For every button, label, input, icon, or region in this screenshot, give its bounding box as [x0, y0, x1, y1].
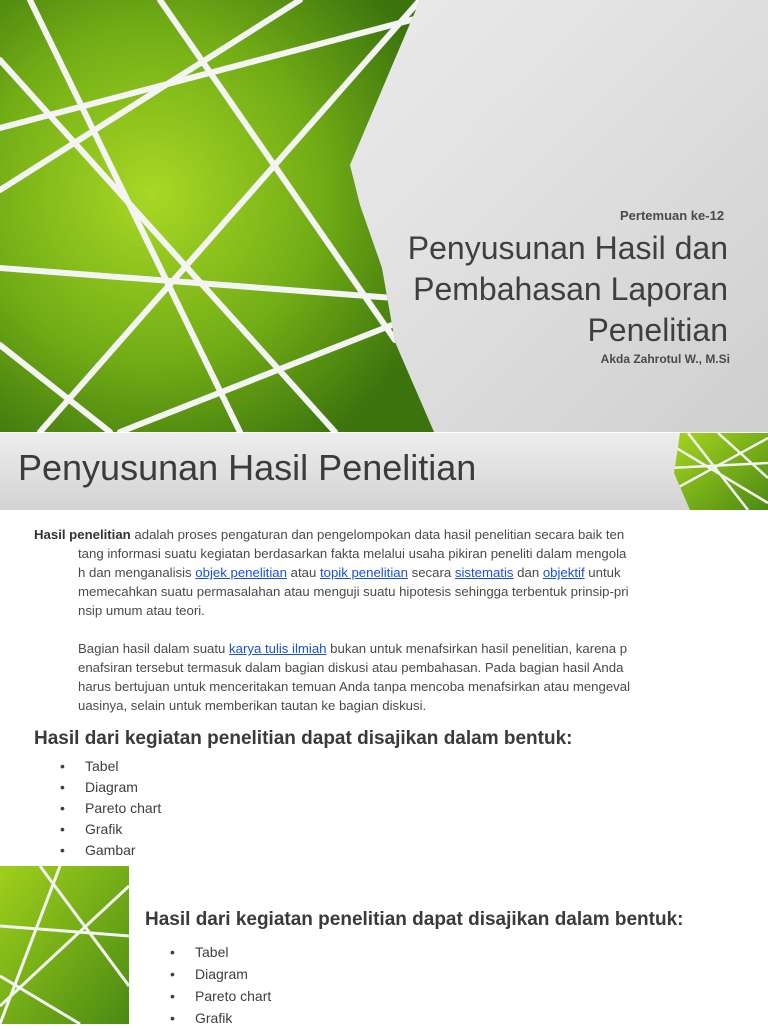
para1-line4: memecahkan suatu permasalahan atau menguji suatu hipotesis sehingga terbentuk prinsip-pri: [78, 584, 629, 599]
para2-line3: harus bertujuan untuk menceritakan temuan Anda tanpa mencoba menafsirkan atau mengeval: [78, 679, 631, 694]
author-name: Akda Zahrotul W., M.Si: [600, 352, 730, 366]
list-item-label: Gambar: [85, 842, 136, 858]
bullet-icon: •: [60, 779, 65, 795]
list-item-label: Pareto chart: [195, 988, 272, 1004]
link-objektif[interactable]: objektif: [542, 565, 585, 580]
link-karya-tulis-ilmiah[interactable]: karya tulis ilmiah: [229, 641, 327, 656]
para2-line4: uasinya, selain untuk memberikan tautan ke bagian diskusi.: [78, 698, 427, 713]
paragraph-results-section: [34, 639, 734, 715]
para1-line2: tang informasi suatu kegiatan berdasarkan fakta melalui usaha pikiran peneliti dalam mengola: [78, 546, 627, 561]
list-item-label: Tabel: [85, 758, 119, 774]
bullet-icon: •: [170, 1010, 175, 1026]
bullet-icon: •: [170, 966, 175, 982]
presentation-forms-list: [170, 941, 271, 1029]
list-slide: [0, 866, 768, 1024]
para1-line3-text: untuk: [584, 565, 621, 580]
para2-line1-text: bukan untuk menafsirkan hasil penelitian, karena p: [326, 641, 628, 656]
list-item: [60, 777, 161, 798]
list-item-label: Tabel: [195, 944, 229, 960]
bullet-icon: •: [60, 821, 65, 837]
para1-line3-text: secara: [407, 565, 455, 580]
green-corner-decoration: [668, 433, 768, 510]
list-item-label: Diagram: [195, 966, 248, 982]
list-item-label: Pareto chart: [85, 800, 162, 816]
presentation-title: [308, 228, 728, 351]
content-slide: [0, 433, 768, 858]
para1-line1: adalah proses pengaturan dan pengelompokan data hasil penelitian secara baik ten: [130, 527, 625, 542]
para1-line3-text: h dan menganalisis: [78, 565, 196, 580]
para1-line5: nsip umum atau teori.: [78, 603, 205, 618]
bullet-icon: •: [60, 800, 65, 816]
list-item-label: Grafik: [85, 821, 123, 837]
para1-line3-text: dan: [513, 565, 543, 580]
slide-title: Penyusunan Hasil Penelitian: [18, 447, 477, 488]
list-item-label: Diagram: [85, 779, 138, 795]
list-item: [170, 963, 271, 985]
session-label: Pertemuan ke-12: [620, 208, 725, 223]
list-heading: Hasil dari kegiatan penelitian dapat disajikan dalam bentuk:: [145, 909, 684, 930]
list-item: [60, 840, 161, 861]
title-line-1: Penyusunan Hasil dan: [407, 230, 728, 266]
term-hasil-penelitian: Hasil penelitian: [34, 527, 131, 542]
list-item: [60, 756, 161, 777]
link-topik-penelitian[interactable]: topik penelitian: [319, 565, 408, 580]
link-sistematis[interactable]: sistematis: [454, 565, 514, 580]
list-item: [170, 985, 271, 1007]
presentation-forms-list: [60, 756, 161, 861]
para2-line2: enafsiran tersebut termasuk dalam bagian diskusi atau pembahasan. Pada bagian hasil Anda: [78, 660, 624, 675]
bullet-icon: •: [60, 842, 65, 858]
list-heading: Hasil dari kegiatan penelitian dapat disajikan dalam bentuk:: [34, 728, 573, 749]
para2-line1-text: Bagian hasil dalam suatu: [78, 641, 230, 656]
green-side-panel: [0, 866, 129, 1024]
title-line-2: Pembahasan Laporan: [413, 271, 728, 307]
bullet-icon: •: [170, 988, 175, 1004]
title-slide: [0, 0, 768, 432]
list-item: [170, 941, 271, 963]
paragraph-definition: [34, 525, 734, 620]
bullet-icon: •: [60, 758, 65, 774]
link-objek-penelitian[interactable]: objek penelitian: [195, 565, 287, 580]
list-item-label: Grafik: [195, 1010, 233, 1026]
list-item: [60, 798, 161, 819]
para1-line3-text: atau: [286, 565, 320, 580]
list-item: [170, 1007, 271, 1029]
list-item: [60, 819, 161, 840]
bullet-icon: •: [170, 944, 175, 960]
title-line-3: Penelitian: [587, 312, 728, 348]
